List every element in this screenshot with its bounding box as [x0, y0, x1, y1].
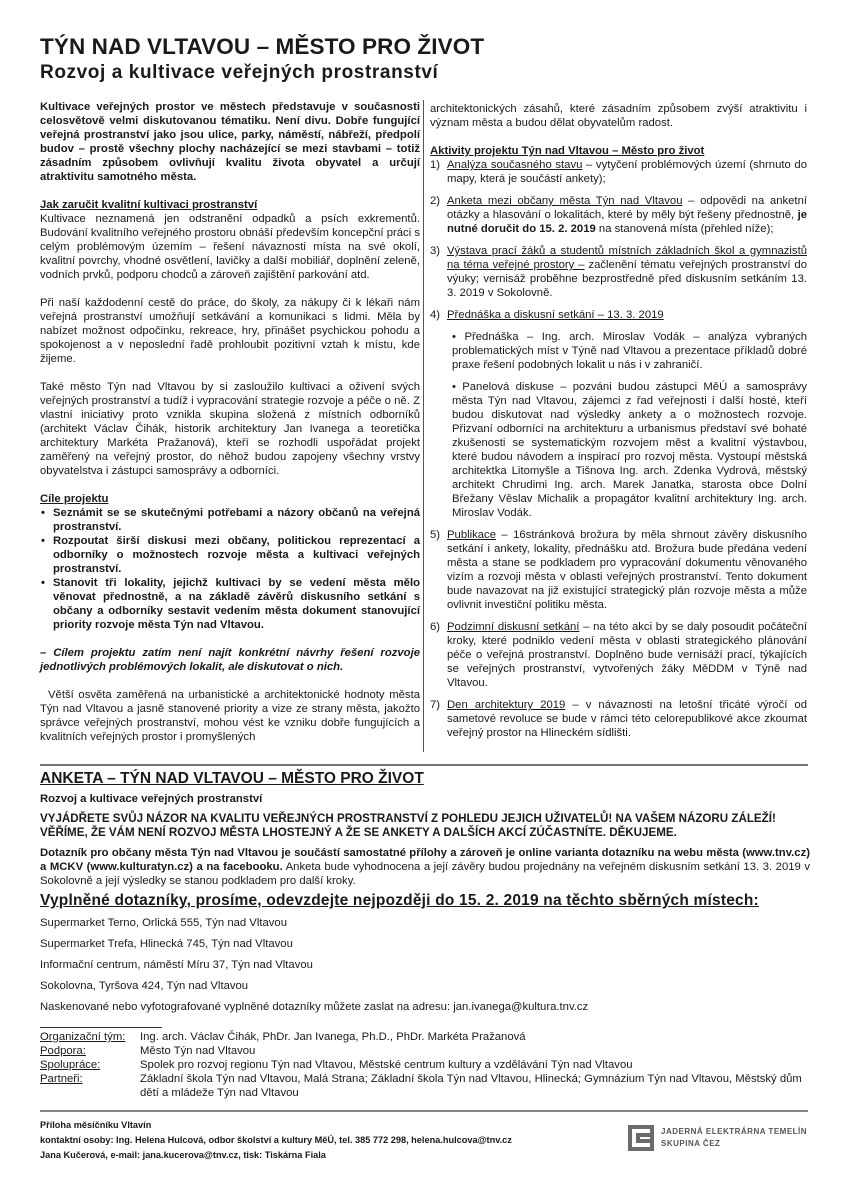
team-label: Partneři:	[40, 1073, 83, 1085]
survey-description-rest: Anketa bude vyhodnocena a její závěry budou projednány na veřejném diskusním setkání 13. 3. 2019 v Sokolovně a její výsledky se stanou podkladem pro další kroky.	[40, 861, 811, 887]
activity-text: začlenění tématu veřejných prostranství do výuky; vernisáž proběhne bezprostředně před diskusním setkáním 13. 3. 2019 v Sokolovně.	[447, 259, 807, 299]
activity-text: – v návaznosti na letošní třicáté výročí od sametové revoluce se bude v rámci této celorepublikové akce zkoumat veřejný prostor na Hlineckém sídlišti.	[447, 699, 807, 739]
activity-title: Analýza současného stavu	[447, 159, 583, 171]
footer-print: Jana Kučerová, e-mail: jana.kucerova@tnv.cz, tisk: Tiskárna Fiala	[40, 1150, 326, 1160]
footer-publication: Příloha měsíčníku Vltavín	[40, 1120, 152, 1130]
team-row	[40, 1030, 815, 1044]
activity-item	[430, 620, 807, 690]
goal-item: • Seznámit se se skutečnými potřebami a názory občanů na veřejná prostranství.	[40, 506, 420, 534]
activity-text: – odpovědi na anketní otázky a hlasování o lokalitách, které by měly být řešeny přednostně,	[447, 195, 807, 221]
team-label: Podpora:	[40, 1045, 86, 1057]
activity-number: 2)	[430, 195, 441, 207]
team-divider	[40, 1027, 162, 1028]
activity-number: 5)	[430, 529, 441, 541]
sponsor-logo	[628, 1125, 807, 1151]
activity-item	[430, 528, 807, 612]
collection-place: Supermarket Terno, Orlická 555, Týn nad Vltavou	[40, 917, 287, 929]
footer-contacts: kontaktní osoby: Ing. Helena Hulcová, odbor školství a kultury MěÚ, tel. 385 772 298, helena.hulcova@tnv.cz	[40, 1135, 512, 1145]
team-row	[40, 1044, 815, 1058]
footer-divider	[40, 1110, 808, 1112]
continuation-paragraph: architektonických zásahů, které zásadním způsobem zvýší atraktivitu i význam města a budou dělat obyvatelům radost.	[430, 103, 807, 129]
team-label: Organizační tým:	[40, 1031, 126, 1043]
paragraph-town: Také město Týn nad Vltavou by si zasloužilo kultivaci a oživení svých veřejných prostranství a tudíž i vypracování strategie rozvoje a péče o ně. Z vlastní iniciativy proto vznikla skupina složená z místních odborníků (architekt Václav Čihák, historik architektury Jan Ivanega a teoretička architektury Markéta Pražanová), kteří se rozhodli uspořádat projekt zaměřený na veřejný prostor, do něhož budou zapojeny všechny vrstvy obyvatelstva i zástupci samosprávy a odborníci.	[40, 381, 420, 477]
activity-number: 4)	[430, 309, 441, 321]
page-title: TÝN NAD VLTAVOU – MĚSTO PRO ŽIVOT	[40, 34, 485, 59]
intro-paragraph: Kultivace veřejných prostor ve městech představuje v současnosti celosvětově velmi diskutovanou tématiku. Není divu. Dobře fungující veřejná prostranství jako jsou ulice, parky, náměstí, nábřeží, předpolí budov – prostě všechny plochy nacházející se mezi stavbami – totiž zásadním způsobem ovlivňují kvalitu života obyvatel a určují atraktivitu samotného města.	[40, 101, 420, 183]
team-value: Základní škola Týn nad Vltavou, Malá Strana; Základní škola Týn nad Vltavou, Hlinecká; Gymnázium Týn nad Vltavou, Městský dům dětí a mládeže Týn nad Vltavou	[140, 1073, 802, 1099]
team-value: Město Týn nad Vltavou	[140, 1045, 256, 1057]
activity-item	[430, 244, 807, 300]
section-divider	[40, 764, 808, 766]
logo-text-line2: SKUPINA ČEZ	[661, 1139, 721, 1148]
activity-title: Výstava prací žáků a studentů místních základních škol a gymnazistů na téma veřejné prostory –	[447, 245, 807, 271]
team-label: Spolupráce:	[40, 1059, 101, 1071]
goal-item: • Stanovit tři lokality, jejichž kultivaci by se vedení města mělo věnovat přednostně, a na základě závěrů diskusního setkání s občany a odborníky sestavit vedením města dokument stanovující priority rozvoje města Týn nad Vltavou.	[40, 576, 420, 632]
left-column	[40, 100, 420, 758]
section-heading-activities: Aktivity projektu Týn nad Vltavou – Město pro život	[430, 145, 705, 157]
survey-subheading: Rozvoj a kultivace veřejných prostranství	[40, 793, 263, 805]
survey-description	[40, 846, 810, 888]
activity-number: 3)	[430, 245, 441, 257]
activity-title: Den architektury 2019	[447, 699, 566, 711]
activity-text: – vytyčení problémových území (shrnuto do mapy, která je součástí ankety);	[447, 159, 807, 185]
activity-title: Publikace	[447, 529, 496, 541]
right-column	[430, 102, 807, 748]
paragraph-daily: Při naší každodenní cestě do práce, do školy, za nákupy či k lékaři nám veřejná prostranství umožňují setkávání a komunikaci s lidmi. Měla by nabízet možnost odpočinku, rekreace, hry, přinášet psychickou pohodu a spokojenost a v neposlední řadě prohloubit pozitivní vztah k místu, kde žijeme.	[40, 297, 420, 365]
footer-info	[40, 1118, 512, 1163]
goal-note: – Cílem projektu zatím není najít konkrétní návrhy řešení rozvoje jednotlivých problémových lokalit, ale diskutovat o nich.	[40, 647, 420, 673]
activity-title: Přednáška a diskusní setkání – 13. 3. 2019	[447, 309, 664, 321]
activity-title: Podzimní diskusní setkání	[447, 621, 580, 633]
survey-description-bold: Dotazník pro občany města Týn nad Vltavou je součástí samostatné přílohy a zároveň je online varianta dotazníku na webu města (www.tnv.cz) a MCKV (www.kulturatyn.cz) a na facebooku.	[40, 847, 810, 873]
activity-number: 6)	[430, 621, 441, 633]
collection-place: Supermarket Trefa, Hlinecká 745, Týn nad Vltavou	[40, 938, 293, 950]
activity-subitem: • Přednáška – Ing. arch. Miroslav Vodák – analýza vybraných problematických míst v Týně nad Vltavou a prezentace příkladů dobré praxe řešení podobných lokalit u nás i v zahraničí.	[452, 331, 807, 371]
page-subtitle: Rozvoj a kultivace veřejných prostranství	[40, 62, 439, 83]
goal-item: • Rozpoutat širší diskusi mezi občany, politickou reprezentací a odborníky o možnostech rozvoje města a kultivaci veřejných prostranství.	[40, 534, 420, 576]
activity-item	[430, 698, 807, 740]
logo-text-line1: JADERNÁ ELEKTRÁRNA TEMELÍN	[661, 1127, 808, 1136]
activity-item	[430, 194, 807, 236]
section-heading-goals: Cíle projektu	[40, 493, 109, 505]
collection-place: Sokolovna, Tyršova 424, Týn nad Vltavou	[40, 980, 249, 992]
email-note: Naskenované nebo vyfotografované vyplněné dotazníky můžete zaslat na adresu: jan.ivanega@kultura.tnv.cz	[40, 1001, 589, 1013]
collection-place: Informační centrum, náměstí Míru 37, Týn nad Vltavou	[40, 959, 313, 971]
team-value: Spolek pro rozvoj regionu Týn nad Vltavou, Městské centrum kultury a vzdělávání Týn nad Vltavou	[140, 1059, 633, 1071]
activity-title: Anketa mezi občany města Týn nad Vltavou	[447, 195, 683, 207]
activity-item	[430, 158, 807, 186]
team-row	[40, 1058, 815, 1072]
paragraph-quality: Kultivace neznamená jen odstranění odpadků a psích exkrementů. Budování kvalitního veřejného prostoru obnáší především koncepční práci s celým problémovým územím – řešení návaznosti místa na své okolí, kvalitní povrchy, vhodné osvětlení, lavičky a další mobiliář, doplnění zeleně, vodních prvků, podporu chodců a zároveň zajištění parkování atd.	[40, 213, 420, 281]
activity-number: 1)	[430, 159, 441, 171]
goals-list	[40, 506, 420, 632]
team-list	[40, 1030, 815, 1100]
activities-list	[430, 158, 807, 740]
activity-number: 7)	[430, 699, 441, 711]
survey-appeal: VYJÁDŘETE SVŮJ NÁZOR NA KVALITU VEŘEJNÝCH PROSTRANSTVÍ Z POHLEDU JEJICH UŽIVATELŮ! NA VAŠEM NÁZORU ZÁLEŽÍ! VĚŘÍME, ŽE VÁM NENÍ ROZVOJ MĚSTA LHOSTEJNÝ A ŽE SE ANKETY A DALŠÍCH AKCÍ ZÚČASTNÍTE. DĚKUJEME.	[40, 812, 776, 839]
survey-section	[40, 772, 810, 1018]
activity-text: – 16stránková brožura by měla shrnout závěry diskusního setkání i ankety, lokality, přednášku atd. Brožura bude předána vedení města a stane se podkladem pro vypracování dokumentu věnovaného vizím a rozvoji města v oblasti veřejných prostranství. Tento dokument bude navazovat na již existující strategický plán rozvoje města a může ovlivnit investiční politiku města.	[447, 529, 807, 611]
activity-text: na stanovená místa (přehled níže);	[595, 223, 774, 235]
survey-heading: ANKETA – TÝN NAD VLTAVOU – MĚSTO PRO ŽIVOT	[40, 770, 424, 787]
team-value: Ing. arch. Václav Čihák, PhDr. Jan Ivanega, Ph.D., PhDr. Markéta Pražanová	[140, 1031, 526, 1043]
section-heading-quality: Jak zaručit kvalitní kultivaci prostranství	[40, 199, 258, 211]
activity-subitem: • Panelová diskuse – pozváni budou zástupci MěÚ a samosprávy města Týn nad Vltavou, zájemci z řad veřejnosti i další hosté, kteří budou diskutovat nad výsledky ankety a o možnostech rozvoje. Přizvaní odborníci na architekturu a urbanismus představí své bohaté zkušenosti se systematickým rozvojem měst a kvalitní výstavbou, které budou návodem a inspirací pro rozvoj města. Vystoupí městská architektka Litomyšle a Tišnova Ing. arch. Zdenka Vydrová, městský architekt Chrudimi Ing. arch. Marek Janatka, starosta obce Dolní Břežany Věslav Michalik a propagátor kvalitní architektury Ing. arch. Miroslav Vodák.	[452, 381, 807, 519]
column-divider	[423, 100, 424, 752]
paragraph-awareness: Větší osvěta zaměřená na urbanistické a architektonické hodnoty města Týn nad Vltavou a jasně stanovené priority a vize ze strany města, jakožto správce veřejných prostranství, mohou vést ke vzniku dobře fungujících a kvalitních veřejných prostor i promyšlených	[40, 689, 420, 743]
activity-text: – na této akci by se daly posoudit počáteční kroky, které podniklo vedení města v oblasti strategického plánování péče o veřejná prostranství. Doplněno bude vernisáží prací, týkajících se veřejných prostranství, vytvořených žáky MěDDM v Týně nad Vltavou.	[447, 621, 807, 689]
activity-item	[430, 308, 807, 520]
deadline-text: je nutné doručit do 15. 2. 2019	[447, 209, 807, 235]
cez-logo-icon	[628, 1125, 654, 1151]
collection-heading: Vyplněné dotazníky, prosíme, odevzdejte nejpozději do 15. 2. 2019 na těchto sběrných místech:	[40, 892, 759, 909]
team-row	[40, 1072, 815, 1100]
